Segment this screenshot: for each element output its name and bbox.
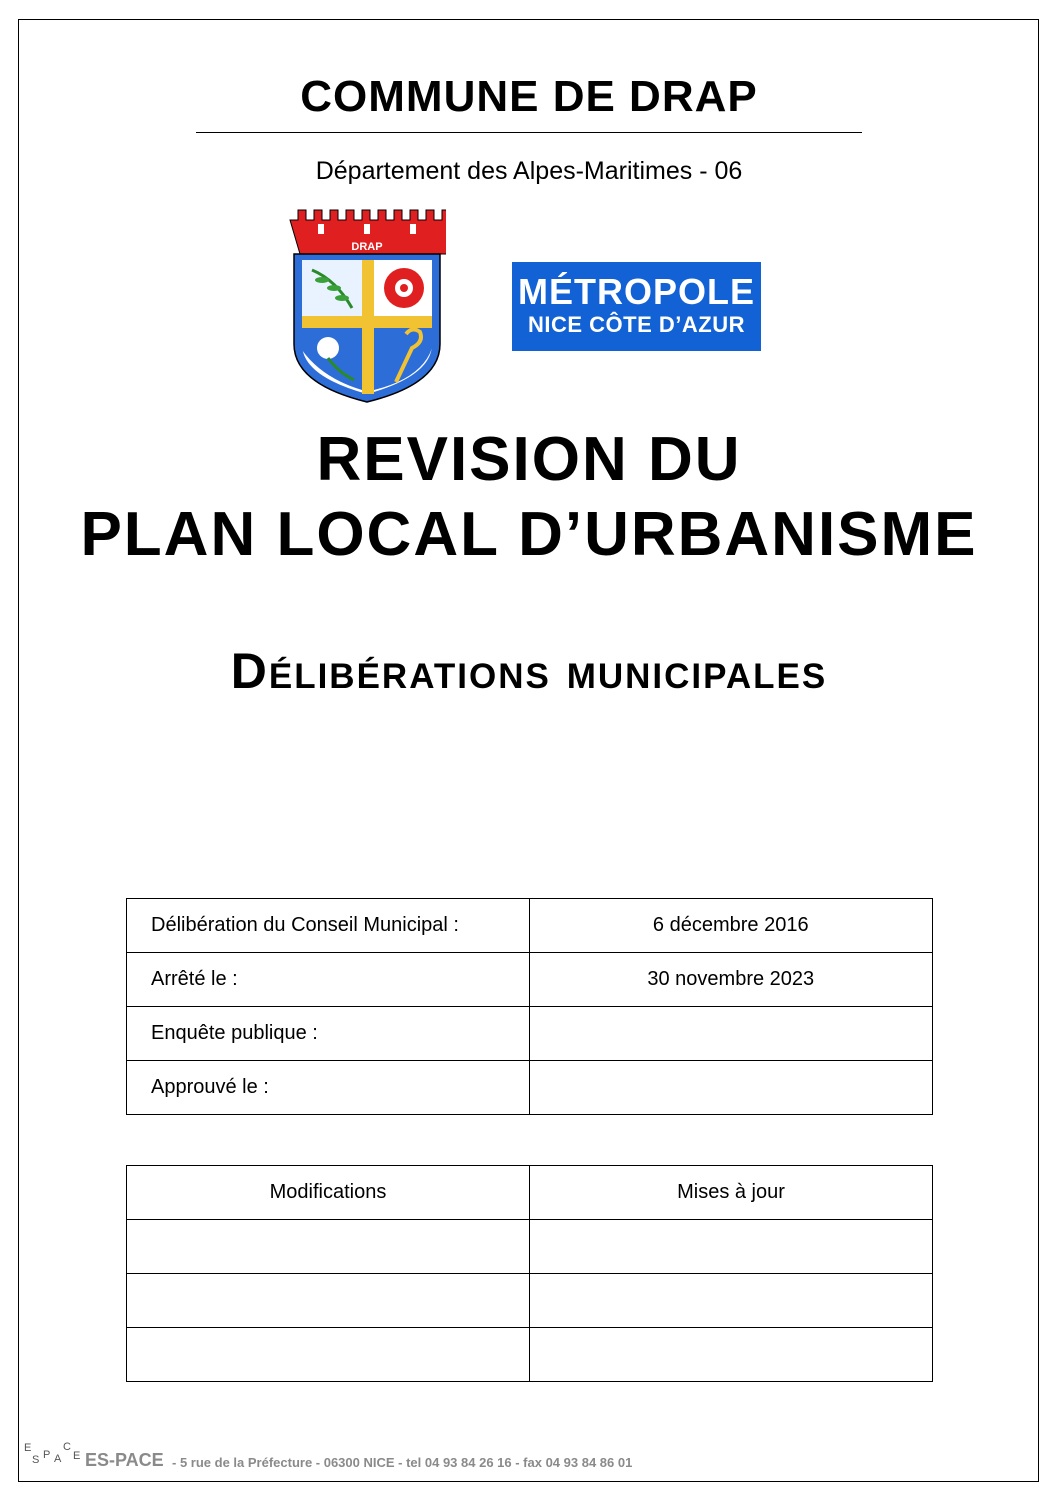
department-line: Département des Alpes-Maritimes - 06 — [315, 157, 743, 185]
table-row — [127, 1007, 933, 1061]
metropole-line2: NICE CÔTE D’AZUR — [528, 312, 745, 337]
table-row — [127, 899, 933, 953]
table-cell — [127, 1328, 530, 1382]
logo-letter: S — [32, 1454, 40, 1466]
metropole-logo — [512, 262, 761, 351]
procedure-value — [529, 1007, 932, 1061]
table-header-row — [127, 1166, 933, 1220]
procedure-value: 6 décembre 2016 — [529, 899, 932, 953]
procedure-label: Arrêté le : — [127, 953, 530, 1007]
procedure-label: Approuvé le : — [127, 1061, 530, 1115]
column-header-updates: Mises à jour — [530, 1166, 933, 1220]
footer-brand: ES-PACE — [85, 1450, 164, 1470]
procedure-table — [126, 898, 933, 1115]
procedure-value: 30 novembre 2023 — [529, 953, 932, 1007]
modifications-table — [126, 1165, 933, 1382]
document-title-line2: PLAN LOCAL D’URBANISME — [80, 500, 978, 569]
commune-title: COMMUNE DE DRAP — [300, 72, 758, 121]
logo-letter: P — [43, 1449, 51, 1461]
table-row — [127, 1274, 933, 1328]
table-cell — [530, 1328, 933, 1382]
procedure-label: Enquête publique : — [127, 1007, 530, 1061]
table-cell — [530, 1274, 933, 1328]
footer — [22, 1440, 1022, 1474]
logo-letter: C — [63, 1441, 71, 1453]
footer-address: - 5 rue de la Préfecture - 06300 NICE - tel 04 93 84 26 16 - fax 04 93 84 86 01 — [172, 1455, 633, 1470]
header-rule — [196, 132, 862, 133]
document-subtitle: Délibérations municipales — [230, 643, 828, 699]
table-row — [127, 1328, 933, 1382]
metropole-line1: MÉTROPOLE — [517, 271, 755, 312]
table-row — [127, 953, 933, 1007]
column-header-modifications: Modifications — [127, 1166, 530, 1220]
crest-label: DRAP — [351, 241, 383, 253]
drap-coat-of-arms-icon — [288, 206, 446, 406]
logo-letter: E — [73, 1450, 81, 1462]
table-cell — [127, 1274, 530, 1328]
procedure-value — [529, 1061, 932, 1115]
espace-logo-icon — [22, 1440, 84, 1470]
procedure-label: Délibération du Conseil Municipal : — [127, 899, 530, 953]
logo-letter: E — [24, 1442, 32, 1454]
document-title-line1: REVISION DU — [316, 425, 742, 494]
table-cell — [127, 1220, 530, 1274]
table-row — [127, 1061, 933, 1115]
table-row — [127, 1220, 933, 1274]
logo-letter: A — [54, 1453, 62, 1465]
table-cell — [530, 1220, 933, 1274]
